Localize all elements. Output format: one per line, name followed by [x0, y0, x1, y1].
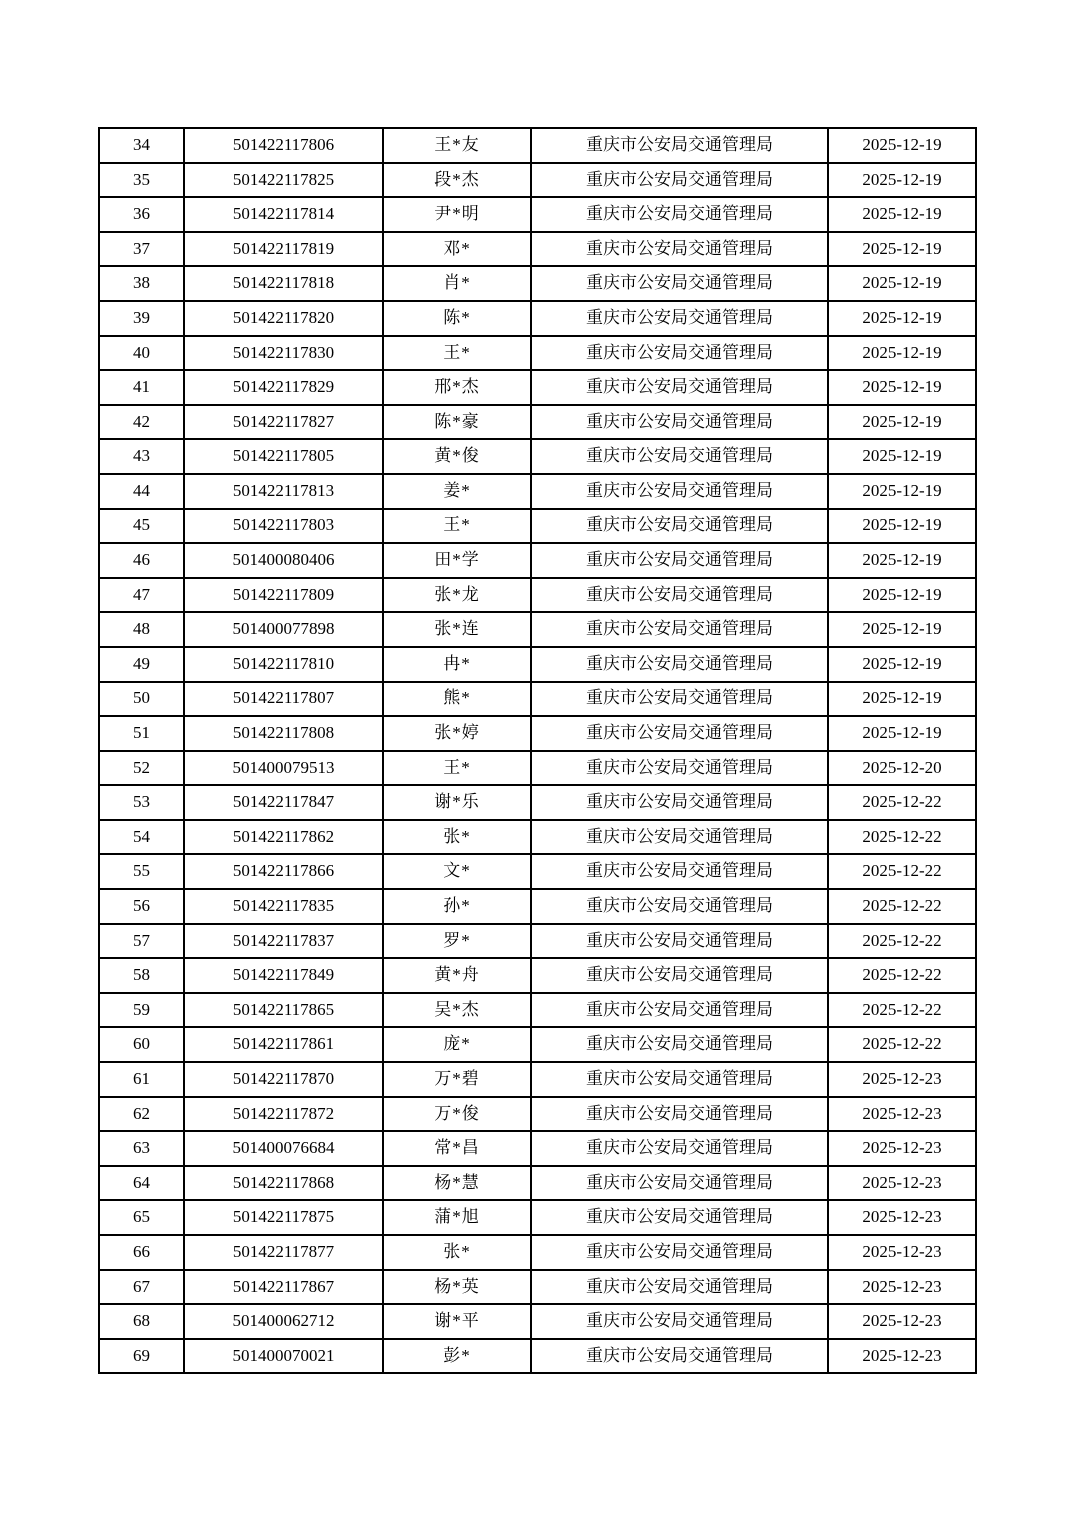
- cell-record-id: 501400080406: [184, 543, 383, 578]
- table-row: [99, 336, 976, 371]
- cell-row-number: 48: [99, 612, 184, 647]
- cell-record-id: 501422117877: [184, 1235, 383, 1270]
- cell-person-name: 谢*平: [383, 1304, 531, 1339]
- table-row: [99, 543, 976, 578]
- cell-record-id: 501422117825: [184, 163, 383, 198]
- cell-row-number: 35: [99, 163, 184, 198]
- table-row: [99, 509, 976, 544]
- table-row: [99, 924, 976, 959]
- cell-person-name: 彭*: [383, 1339, 531, 1374]
- cell-date: 2025-12-19: [828, 405, 976, 440]
- cell-date: 2025-12-23: [828, 1235, 976, 1270]
- cell-date: 2025-12-22: [828, 1027, 976, 1062]
- cell-date: 2025-12-19: [828, 474, 976, 509]
- cell-date: 2025-12-23: [828, 1270, 976, 1305]
- cell-record-id: 501400079513: [184, 751, 383, 786]
- cell-organization: 重庆市公安局交通管理局: [531, 1027, 828, 1062]
- table-body: [99, 128, 976, 1373]
- cell-row-number: 39: [99, 301, 184, 336]
- table-row: [99, 578, 976, 613]
- cell-row-number: 54: [99, 820, 184, 855]
- cell-organization: 重庆市公安局交通管理局: [531, 370, 828, 405]
- table-row: [99, 197, 976, 232]
- table-row: [99, 751, 976, 786]
- table-row: [99, 301, 976, 336]
- cell-date: 2025-12-23: [828, 1062, 976, 1097]
- cell-organization: 重庆市公安局交通管理局: [531, 785, 828, 820]
- table-row: [99, 1097, 976, 1132]
- cell-organization: 重庆市公安局交通管理局: [531, 1097, 828, 1132]
- cell-record-id: 501422117865: [184, 993, 383, 1028]
- table-row: [99, 785, 976, 820]
- cell-row-number: 49: [99, 647, 184, 682]
- cell-row-number: 52: [99, 751, 184, 786]
- table-row: [99, 1062, 976, 1097]
- cell-organization: 重庆市公安局交通管理局: [531, 854, 828, 889]
- cell-row-number: 67: [99, 1270, 184, 1305]
- cell-row-number: 55: [99, 854, 184, 889]
- cell-row-number: 68: [99, 1304, 184, 1339]
- cell-organization: 重庆市公安局交通管理局: [531, 336, 828, 371]
- cell-date: 2025-12-22: [828, 785, 976, 820]
- table-row: [99, 1166, 976, 1201]
- cell-row-number: 65: [99, 1200, 184, 1235]
- cell-record-id: 501422117847: [184, 785, 383, 820]
- table-row: [99, 682, 976, 717]
- cell-organization: 重庆市公安局交通管理局: [531, 682, 828, 717]
- cell-person-name: 罗*: [383, 924, 531, 959]
- cell-date: 2025-12-19: [828, 647, 976, 682]
- cell-record-id: 501400076684: [184, 1131, 383, 1166]
- cell-organization: 重庆市公安局交通管理局: [531, 1304, 828, 1339]
- cell-date: 2025-12-23: [828, 1339, 976, 1374]
- cell-date: 2025-12-19: [828, 612, 976, 647]
- cell-date: 2025-12-19: [828, 439, 976, 474]
- cell-record-id: 501422117808: [184, 716, 383, 751]
- cell-row-number: 34: [99, 128, 184, 163]
- cell-date: 2025-12-19: [828, 301, 976, 336]
- cell-organization: 重庆市公安局交通管理局: [531, 612, 828, 647]
- cell-row-number: 42: [99, 405, 184, 440]
- cell-date: 2025-12-23: [828, 1131, 976, 1166]
- cell-record-id: 501422117872: [184, 1097, 383, 1132]
- cell-record-id: 501422117809: [184, 578, 383, 613]
- table-row: [99, 820, 976, 855]
- cell-person-name: 杨*英: [383, 1270, 531, 1305]
- table-row: [99, 1027, 976, 1062]
- cell-organization: 重庆市公安局交通管理局: [531, 1166, 828, 1201]
- cell-record-id: 501422117830: [184, 336, 383, 371]
- table-row: [99, 1270, 976, 1305]
- cell-row-number: 60: [99, 1027, 184, 1062]
- cell-row-number: 58: [99, 958, 184, 993]
- table-row: [99, 1200, 976, 1235]
- cell-organization: 重庆市公安局交通管理局: [531, 1131, 828, 1166]
- cell-person-name: 熊*: [383, 682, 531, 717]
- cell-date: 2025-12-23: [828, 1166, 976, 1201]
- table-row: [99, 889, 976, 924]
- cell-row-number: 56: [99, 889, 184, 924]
- cell-record-id: 501422117868: [184, 1166, 383, 1201]
- cell-organization: 重庆市公安局交通管理局: [531, 716, 828, 751]
- cell-record-id: 501422117870: [184, 1062, 383, 1097]
- table-row: [99, 232, 976, 267]
- cell-person-name: 常*昌: [383, 1131, 531, 1166]
- cell-organization: 重庆市公安局交通管理局: [531, 509, 828, 544]
- cell-organization: 重庆市公安局交通管理局: [531, 1339, 828, 1374]
- cell-person-name: 张*: [383, 1235, 531, 1270]
- cell-row-number: 40: [99, 336, 184, 371]
- cell-date: 2025-12-19: [828, 266, 976, 301]
- cell-row-number: 47: [99, 578, 184, 613]
- cell-organization: 重庆市公安局交通管理局: [531, 128, 828, 163]
- cell-record-id: 501422117807: [184, 682, 383, 717]
- cell-row-number: 62: [99, 1097, 184, 1132]
- records-table: [98, 127, 977, 1374]
- cell-date: 2025-12-20: [828, 751, 976, 786]
- cell-organization: 重庆市公安局交通管理局: [531, 266, 828, 301]
- cell-date: 2025-12-19: [828, 128, 976, 163]
- cell-person-name: 张*: [383, 820, 531, 855]
- cell-organization: 重庆市公安局交通管理局: [531, 474, 828, 509]
- cell-record-id: 501422117837: [184, 924, 383, 959]
- table-row: [99, 163, 976, 198]
- table-row: [99, 1131, 976, 1166]
- cell-person-name: 孙*: [383, 889, 531, 924]
- cell-person-name: 陈*豪: [383, 405, 531, 440]
- cell-date: 2025-12-19: [828, 370, 976, 405]
- cell-record-id: 501422117827: [184, 405, 383, 440]
- cell-person-name: 邓*: [383, 232, 531, 267]
- table-row: [99, 1304, 976, 1339]
- table-row: [99, 266, 976, 301]
- cell-organization: 重庆市公安局交通管理局: [531, 889, 828, 924]
- cell-row-number: 61: [99, 1062, 184, 1097]
- cell-record-id: 501422117814: [184, 197, 383, 232]
- cell-person-name: 王*: [383, 336, 531, 371]
- cell-record-id: 501422117835: [184, 889, 383, 924]
- cell-person-name: 肖*: [383, 266, 531, 301]
- cell-row-number: 51: [99, 716, 184, 751]
- cell-person-name: 张*连: [383, 612, 531, 647]
- cell-row-number: 46: [99, 543, 184, 578]
- cell-row-number: 43: [99, 439, 184, 474]
- cell-record-id: 501422117875: [184, 1200, 383, 1235]
- cell-date: 2025-12-19: [828, 336, 976, 371]
- cell-organization: 重庆市公安局交通管理局: [531, 1270, 828, 1305]
- table-row: [99, 993, 976, 1028]
- cell-person-name: 陈*: [383, 301, 531, 336]
- cell-row-number: 38: [99, 266, 184, 301]
- cell-date: 2025-12-19: [828, 543, 976, 578]
- cell-row-number: 59: [99, 993, 184, 1028]
- cell-record-id: 501400077898: [184, 612, 383, 647]
- cell-organization: 重庆市公安局交通管理局: [531, 1200, 828, 1235]
- cell-organization: 重庆市公安局交通管理局: [531, 439, 828, 474]
- cell-record-id: 501400070021: [184, 1339, 383, 1374]
- cell-record-id: 501422117861: [184, 1027, 383, 1062]
- cell-person-name: 王*: [383, 751, 531, 786]
- cell-record-id: 501422117849: [184, 958, 383, 993]
- cell-organization: 重庆市公安局交通管理局: [531, 163, 828, 198]
- cell-organization: 重庆市公安局交通管理局: [531, 647, 828, 682]
- cell-row-number: 37: [99, 232, 184, 267]
- cell-date: 2025-12-22: [828, 924, 976, 959]
- cell-date: 2025-12-23: [828, 1200, 976, 1235]
- cell-person-name: 姜*: [383, 474, 531, 509]
- table-row: [99, 647, 976, 682]
- cell-row-number: 41: [99, 370, 184, 405]
- cell-organization: 重庆市公安局交通管理局: [531, 578, 828, 613]
- cell-organization: 重庆市公安局交通管理局: [531, 993, 828, 1028]
- cell-person-name: 王*友: [383, 128, 531, 163]
- cell-record-id: 501422117819: [184, 232, 383, 267]
- cell-person-name: 黄*俊: [383, 439, 531, 474]
- table-row: [99, 370, 976, 405]
- cell-date: 2025-12-22: [828, 889, 976, 924]
- table-row: [99, 1235, 976, 1270]
- cell-person-name: 张*婷: [383, 716, 531, 751]
- table-row: [99, 716, 976, 751]
- cell-person-name: 冉*: [383, 647, 531, 682]
- cell-record-id: 501422117818: [184, 266, 383, 301]
- cell-person-name: 万*俊: [383, 1097, 531, 1132]
- cell-record-id: 501422117866: [184, 854, 383, 889]
- cell-row-number: 64: [99, 1166, 184, 1201]
- cell-person-name: 蒲*旭: [383, 1200, 531, 1235]
- cell-organization: 重庆市公安局交通管理局: [531, 232, 828, 267]
- cell-row-number: 50: [99, 682, 184, 717]
- table-row: [99, 405, 976, 440]
- table-row: [99, 612, 976, 647]
- cell-person-name: 杨*慧: [383, 1166, 531, 1201]
- table-row: [99, 439, 976, 474]
- cell-person-name: 田*学: [383, 543, 531, 578]
- cell-person-name: 万*碧: [383, 1062, 531, 1097]
- cell-row-number: 57: [99, 924, 184, 959]
- cell-record-id: 501422117829: [184, 370, 383, 405]
- cell-record-id: 501422117805: [184, 439, 383, 474]
- cell-person-name: 黄*舟: [383, 958, 531, 993]
- cell-row-number: 36: [99, 197, 184, 232]
- cell-organization: 重庆市公安局交通管理局: [531, 751, 828, 786]
- cell-person-name: 邢*杰: [383, 370, 531, 405]
- cell-record-id: 501422117810: [184, 647, 383, 682]
- cell-row-number: 66: [99, 1235, 184, 1270]
- cell-record-id: 501422117862: [184, 820, 383, 855]
- cell-record-id: 501400062712: [184, 1304, 383, 1339]
- table-row: [99, 1339, 976, 1374]
- table-row: [99, 128, 976, 163]
- table-row: [99, 474, 976, 509]
- cell-date: 2025-12-22: [828, 958, 976, 993]
- cell-date: 2025-12-19: [828, 163, 976, 198]
- cell-person-name: 王*: [383, 509, 531, 544]
- cell-date: 2025-12-19: [828, 509, 976, 544]
- cell-person-name: 段*杰: [383, 163, 531, 198]
- cell-record-id: 501422117803: [184, 509, 383, 544]
- cell-date: 2025-12-19: [828, 232, 976, 267]
- cell-organization: 重庆市公安局交通管理局: [531, 1062, 828, 1097]
- cell-organization: 重庆市公安局交通管理局: [531, 1235, 828, 1270]
- cell-organization: 重庆市公安局交通管理局: [531, 820, 828, 855]
- cell-organization: 重庆市公安局交通管理局: [531, 301, 828, 336]
- cell-person-name: 张*龙: [383, 578, 531, 613]
- table-row: [99, 958, 976, 993]
- cell-organization: 重庆市公安局交通管理局: [531, 405, 828, 440]
- cell-person-name: 文*: [383, 854, 531, 889]
- cell-date: 2025-12-19: [828, 716, 976, 751]
- cell-person-name: 尹*明: [383, 197, 531, 232]
- cell-date: 2025-12-19: [828, 197, 976, 232]
- table-row: [99, 854, 976, 889]
- cell-date: 2025-12-22: [828, 854, 976, 889]
- cell-organization: 重庆市公安局交通管理局: [531, 197, 828, 232]
- cell-record-id: 501422117820: [184, 301, 383, 336]
- cell-person-name: 吴*杰: [383, 993, 531, 1028]
- cell-row-number: 53: [99, 785, 184, 820]
- cell-organization: 重庆市公安局交通管理局: [531, 543, 828, 578]
- cell-organization: 重庆市公安局交通管理局: [531, 924, 828, 959]
- cell-record-id: 501422117867: [184, 1270, 383, 1305]
- cell-date: 2025-12-23: [828, 1304, 976, 1339]
- cell-row-number: 63: [99, 1131, 184, 1166]
- cell-date: 2025-12-22: [828, 820, 976, 855]
- cell-date: 2025-12-19: [828, 682, 976, 717]
- cell-row-number: 45: [99, 509, 184, 544]
- cell-person-name: 谢*乐: [383, 785, 531, 820]
- cell-date: 2025-12-19: [828, 578, 976, 613]
- cell-record-id: 501422117806: [184, 128, 383, 163]
- cell-person-name: 庞*: [383, 1027, 531, 1062]
- cell-row-number: 44: [99, 474, 184, 509]
- cell-date: 2025-12-22: [828, 993, 976, 1028]
- cell-row-number: 69: [99, 1339, 184, 1374]
- cell-record-id: 501422117813: [184, 474, 383, 509]
- cell-date: 2025-12-23: [828, 1097, 976, 1132]
- cell-organization: 重庆市公安局交通管理局: [531, 958, 828, 993]
